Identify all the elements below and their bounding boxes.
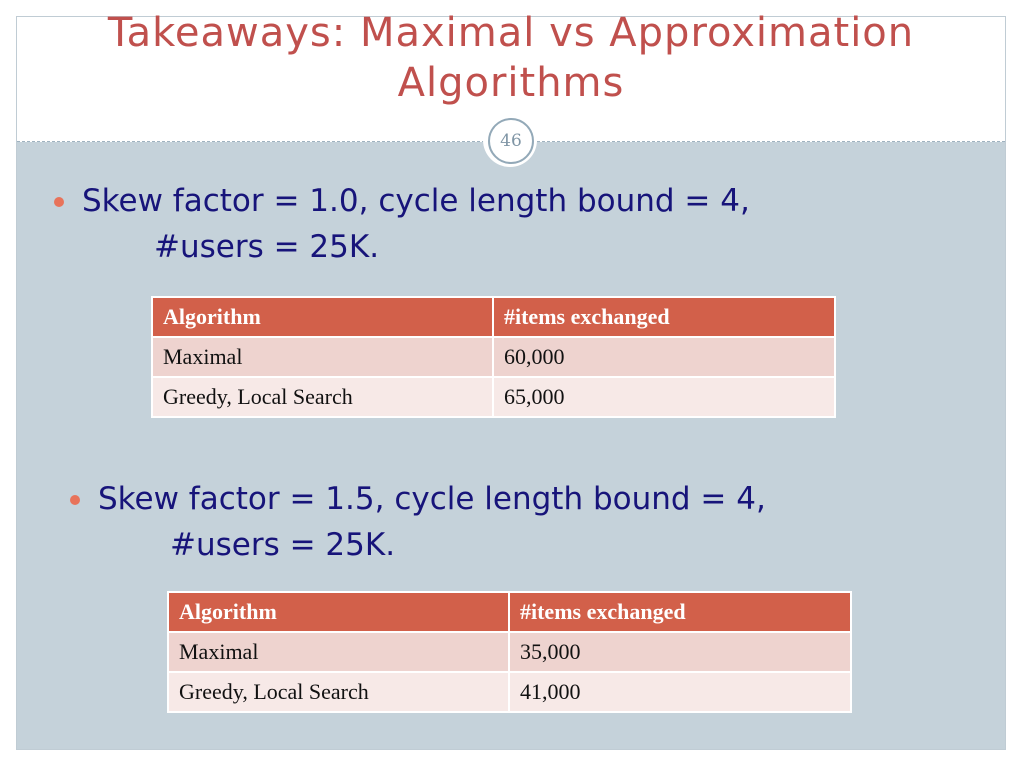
cell-items-exchanged: 65,000 <box>493 377 835 417</box>
table-row <box>168 632 851 672</box>
results-table-2 <box>167 591 852 713</box>
slide-number-ring <box>488 118 534 164</box>
cell-algorithm: Maximal <box>168 632 509 672</box>
bullet-dot-icon <box>70 495 80 505</box>
column-header-algorithm: Algorithm <box>152 297 493 337</box>
column-header-items-exchanged: #items exchanged <box>493 297 835 337</box>
bullet-text <box>82 178 750 270</box>
cell-items-exchanged: 35,000 <box>509 632 851 672</box>
slide-number: 46 <box>500 131 522 151</box>
cell-algorithm: Maximal <box>152 337 493 377</box>
table-row <box>152 337 835 377</box>
table-header-row <box>168 592 851 632</box>
bullet-line-1: Skew factor = 1.0, cycle length bound = 4, <box>82 183 750 219</box>
bullet-line-1: Skew factor = 1.5, cycle length bound = 4, <box>98 481 766 517</box>
table-header-row <box>152 297 835 337</box>
cell-algorithm: Greedy, Local Search <box>168 672 509 712</box>
cell-algorithm: Greedy, Local Search <box>152 377 493 417</box>
bullet-dot-icon <box>54 197 64 207</box>
bullet-point-1 <box>54 178 750 270</box>
table-row <box>152 377 835 417</box>
bullet-line-2: #users = 25K. <box>154 229 380 265</box>
bullet-line-2: #users = 25K. <box>170 527 396 563</box>
bullet-text <box>98 476 766 568</box>
column-header-algorithm: Algorithm <box>168 592 509 632</box>
cell-items-exchanged: 41,000 <box>509 672 851 712</box>
column-header-items-exchanged: #items exchanged <box>509 592 851 632</box>
results-table-1 <box>151 296 836 418</box>
slide-title: Takeaways: Maximal vs Approximation Algorithms <box>107 10 915 106</box>
bullet-point-2 <box>70 476 766 568</box>
table-row <box>168 672 851 712</box>
cell-items-exchanged: 60,000 <box>493 337 835 377</box>
